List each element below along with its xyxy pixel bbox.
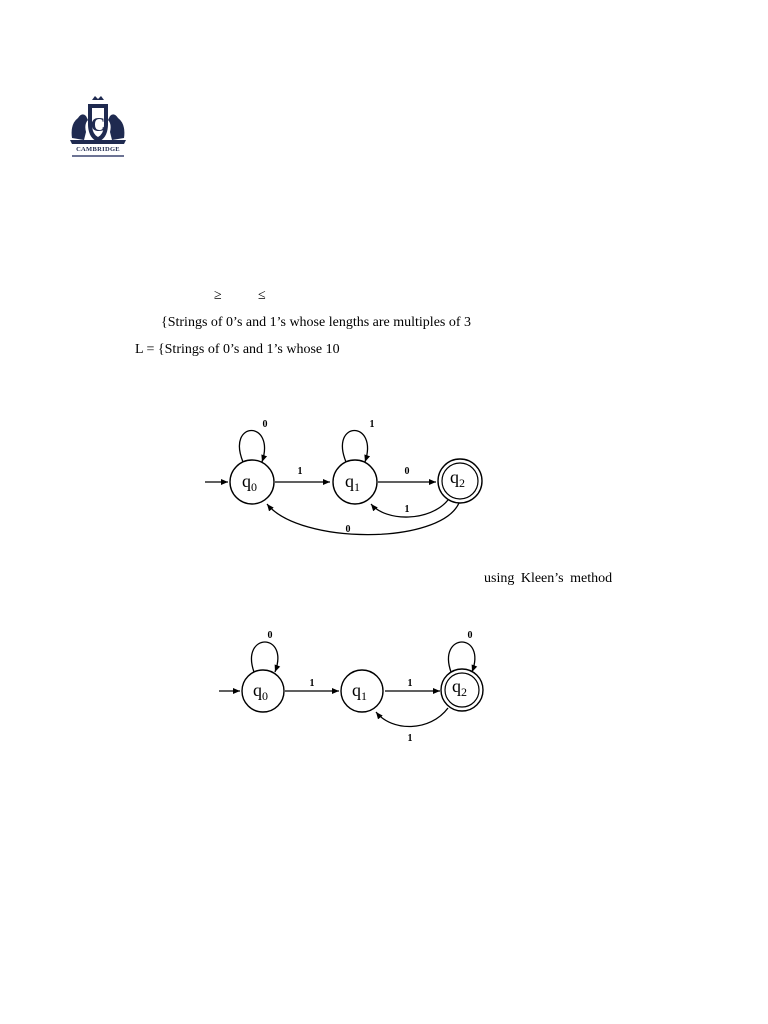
transition-label: 1 [404, 504, 410, 515]
transition-label: 1 [407, 678, 413, 689]
self-loop-q1 [342, 431, 367, 463]
svg-text:q2: $q_2$ [452, 676, 467, 699]
svg-text:q2: $q_2$ [450, 467, 465, 490]
transition-label: 1 [297, 466, 303, 477]
transition-label: 1 [407, 733, 413, 744]
transition-q2-q1 [371, 500, 448, 517]
transition-label: 0 [467, 630, 473, 641]
transition-q2-q1 [376, 708, 448, 727]
greater-equal-symbol: ≥ [214, 288, 222, 303]
state-q0 [242, 670, 284, 712]
state-q2-accepting [438, 459, 482, 503]
language-description-line-2: L = {Strings of 0’s and 1’s whose 10 [135, 342, 340, 357]
svg-text:q1: $q_1$ [345, 471, 360, 494]
less-equal-symbol: ≤ [258, 288, 266, 303]
transition-label: 1 [369, 419, 375, 430]
state-q1 [333, 460, 377, 504]
state-q2-accepting [441, 669, 483, 711]
transition-label: 0 [404, 466, 410, 477]
state-q0 [230, 460, 274, 504]
transition-q2-q0 [267, 503, 459, 535]
state-q1 [341, 670, 383, 712]
transition-label: 1 [309, 678, 315, 689]
dfa-diagram-2 [219, 630, 483, 744]
self-loop-q0 [251, 642, 277, 672]
svg-text:q0: $q_0$ [253, 680, 268, 703]
kleen-method-caption: using Kleen’s method [484, 571, 613, 586]
transition-label: 0 [345, 524, 351, 535]
language-description-line-1: {Strings of 0’s and 1’s whose lengths are multiples of 3 [161, 315, 472, 330]
svg-text:C: C [90, 114, 106, 136]
svg-text:q0: $q_0$ [242, 471, 257, 494]
transition-label: 0 [262, 419, 268, 430]
transition-label: 0 [267, 630, 273, 641]
dfa-diagram-1 [205, 419, 482, 535]
self-loop-q2 [448, 642, 474, 672]
svg-text:q1: $q_1$ [352, 680, 367, 703]
logo-wordmark: CAMBRIDGE [76, 146, 120, 153]
self-loop-q0 [239, 431, 264, 463]
